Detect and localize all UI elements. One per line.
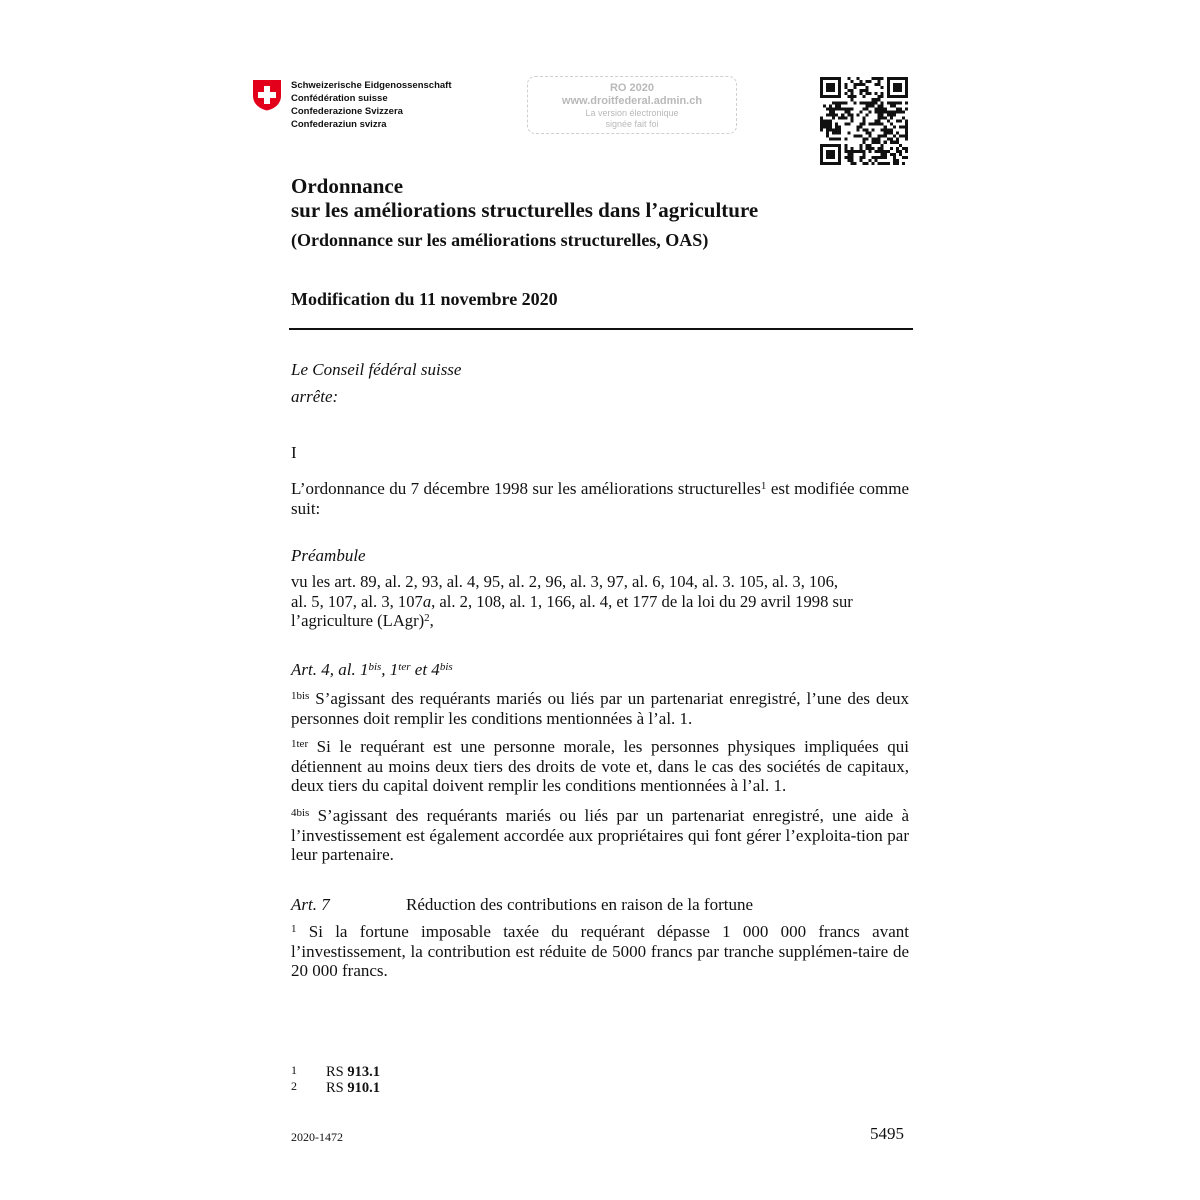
art4-heading-c: et 4 [410,660,440,679]
council: Le Conseil fédéral suisse [291,360,462,379]
para-number-4bis: 4bis [291,807,310,819]
doc-number: 2020-1472 [291,1130,343,1144]
intro-text: L’ordonnance du 7 décembre 1998 sur les améliorations structurelles [291,479,761,498]
preamble-text [291,572,909,631]
federation-line-it: Confederazione Svizzera [291,106,403,117]
doc-subtitle: sur les améliorations structurelles dans l’agriculture [291,198,759,222]
footnote-reference: 913.1 [347,1064,380,1080]
qr-code-icon [820,77,908,165]
art7-title: Réduction des contributions en raison de la fortune [406,895,753,914]
footnote-ref-1: 1 [760,480,767,492]
para-number-1ter: 1ter [291,738,309,750]
preamble-line-3-text: l’agriculture (LAgr) [291,611,425,630]
art4-heading-b: , 1 [381,660,399,679]
art7-label: Art. 7 [291,895,330,914]
modification-date: Modification du 11 novembre 2020 [291,289,558,309]
art4-para-1bis-text: S’agissant des requérants mariés ou liés par un partenariat enregistré, l’une des deux personnes doit remplir les conditions mentionnées à l’al. 1. [291,689,909,728]
footnote-prefix: RS [326,1064,348,1080]
intro-text-end: est modifiée comme suit: [291,479,910,518]
footnote-reference: 910.1 [347,1080,380,1096]
preamble-line-1: vu les art. 89, al. 2, 93, al. 4, 95, al. 2, 96, al. 3, 97, al. 6, 104, al. 3. 105, al. 3, 106, [291,572,839,591]
art4-para-1ter-text: Si le requérant est une personne morale, les personnes physiques impliquées qui détiennent au moins deux tiers des droits de vote et, dans le cas des sociétés de capitaux, deux tiers du capital doivent remplir les conditions mentionnées à l’al. 1. [291,737,909,795]
preamble-line-3 [291,611,909,631]
doc-title: Ordonnance [291,174,404,198]
doc-short-title: (Ordonnance sur les améliorations structurelles, OAS) [291,230,709,250]
footnote-prefix: RS [326,1080,348,1096]
para-number-1: 1 [291,923,297,935]
preamble-line-3-end: , [429,611,434,630]
art4-heading [291,660,909,680]
footnote-number: 2 [291,1079,297,1093]
stamp-url: www.droitfederal.admin.ch [561,95,703,107]
footnote-number: 1 [291,1063,297,1077]
federation-line-fr: Confédération suisse [291,93,388,104]
federation-line-de: Schweizerische Eidgenossenschaft [291,80,452,91]
preamble-heading: Préambule [291,546,366,565]
footnote-2 [291,1079,380,1096]
footnote-1 [291,1063,380,1080]
section-number: I [291,443,297,462]
stamp-ro: RO 2020 [609,82,655,94]
art4-heading-sup-1: bis [368,661,382,673]
federation-name [291,79,452,131]
intro-paragraph [291,479,909,518]
art4-heading-a: Art. 4, al. 1 [291,660,369,679]
art4-para-4bis [291,806,909,865]
title-rule [289,328,913,330]
decree: arrête: [291,387,339,406]
page-number: 5495 [870,1124,904,1143]
stamp-note-1: La version électronique [585,108,679,118]
art4-para-4bis-text: S’agissant des requérants mariés ou liés par un partenariat enregistré, une aide à l’investissement est également accordée aux propriétaires qui font gérer l’exploita-tion par leur partenaire. [291,806,909,864]
footnote-ref-2: 2 [424,612,430,624]
stamp-note-2: signée fait foi [605,119,659,129]
preamble-line-2 [291,592,909,612]
publication-stamp [527,76,737,134]
art4-heading-sup-2: ter [398,661,411,673]
art7-para-1 [291,922,909,981]
federation-line-rm: Confederaziun svizra [291,119,387,130]
art7-para-1-text: Si la fortune imposable taxée du requérant dépasse 1 000 000 francs avant l’investissement, la contribution est réduite de 5000 francs par tranche supplémen-taire de 20 000 francs. [291,922,909,980]
swiss-cross-icon [252,79,282,111]
preamble-line-2b: , al. 2, 108, al. 1, 166, al. 4, et 177 de la loi du 29 avril 1998 sur [431,591,853,611]
preamble-line-2-ital: a [422,591,432,611]
art4-heading-sup-3: bis [439,661,453,673]
para-number-1bis: 1bis [291,690,310,702]
preamble-line-2a: al. 5, 107, al. 3, 107 [291,591,423,611]
art4-para-1ter [291,737,909,796]
art4-para-1bis [291,689,909,728]
